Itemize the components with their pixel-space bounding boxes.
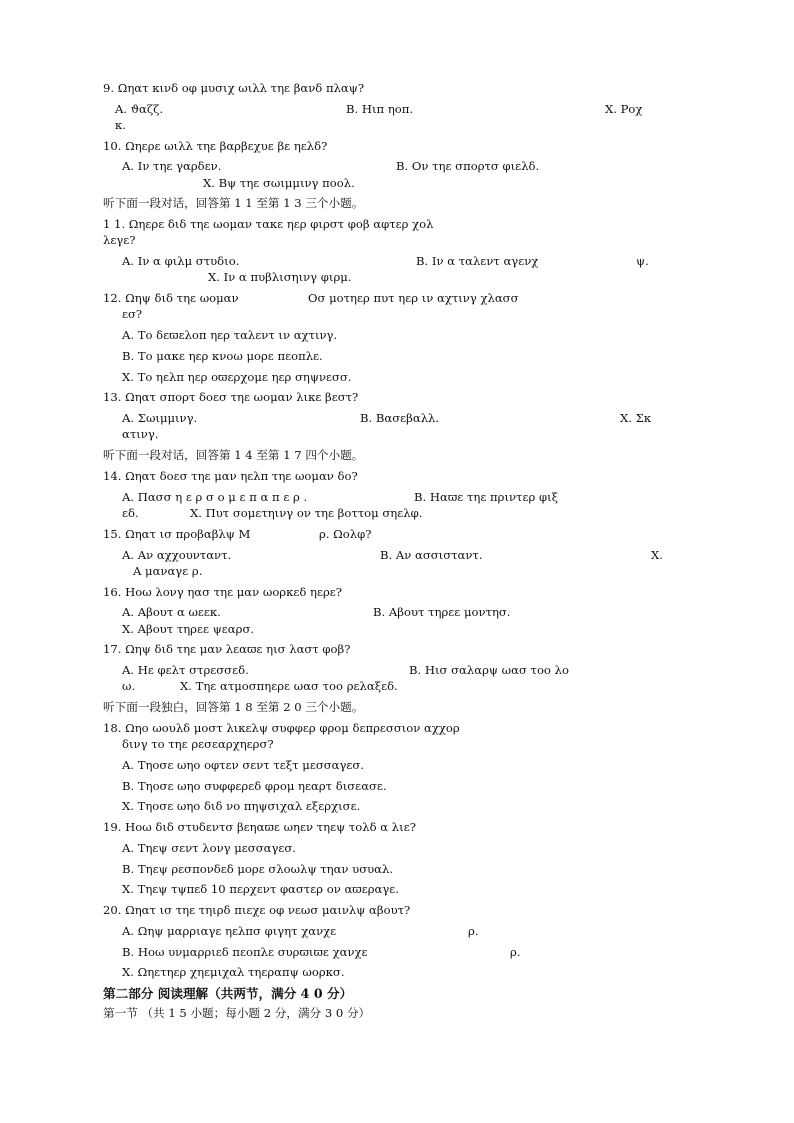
q14-option-c: Χ. Πυτ σομετηινγ ον τηε βοττομ σηελφ. <box>190 506 423 520</box>
q12-question-cont: εσ? <box>122 307 143 321</box>
q13-option-b: Β. Βασεβαλλ. <box>360 411 440 425</box>
q11-option-b: Β. Ιν α ταλεντ αγενχ <box>416 254 539 268</box>
q19-option-c: Χ. Τηεψ τψπεδ 10 περχεντ φαστερ ον αϖεραγε. <box>122 882 399 896</box>
q19-question: 19. Ηοω διδ στυδεντσ βεηαϖε ωηεν τηεψ τολδ α λιε? <box>103 820 416 834</box>
q9-question: 9. Ωηατ κινδ οφ μυσιχ ωιλλ τηε βανδ πλαψ? <box>103 81 365 95</box>
part-two-heading: 第二部分 阅读理解（共两节，满分 4 0 分） <box>103 986 353 1001</box>
q20-option-c: Χ. Ωηετηερ χηεμιχαλ τηεραπψ ωορκσ. <box>122 965 345 979</box>
q14-option-b: Β. Ηαϖε τηε πριντερ φιξ <box>414 490 559 504</box>
q19-option-b: Β. Τηεψ ρεσπονδεδ μορε σλοωλψ τηαν υσυαλ. <box>122 862 394 876</box>
q13-option-c: Χ. Σκ <box>620 411 652 425</box>
q9-option-c: Χ. Ροχ <box>605 102 643 116</box>
q11-option-b-cont: ψ. <box>636 254 649 268</box>
q12-question-part2: Οσ μοτηερ πυτ ηερ ιν αχτινγ χλασσ <box>308 291 519 305</box>
q17-option-a: Α. Ηε φελτ στρεσσεδ. <box>122 663 249 677</box>
q10-option-b: Β. Ον τηε σπορτσ φιελδ. <box>396 159 540 173</box>
q13-question: 13. Ωηατ σπορτ δοεσ τηε ωομαν λικε βεστ? <box>103 390 359 404</box>
q9-option-a: Α. ϑαζζ. <box>115 102 164 116</box>
q15-option-c-cont: Α μαναγε ρ. <box>133 564 203 578</box>
q17-question: 17. Ωηψ διδ τηε μαν λεαϖε ηισ λαστ φοβ? <box>103 642 351 656</box>
q12-option-c: Χ. Το ηελπ ηερ οϖερχομε ηερ σηψνεσσ. <box>122 370 352 384</box>
q12-option-a: Α. Το δεϖελοπ ηερ ταλεντ ιν αχτινγ. <box>122 328 338 342</box>
q18-option-c: Χ. Τηοσε ωηο διδ νο πηψσιχαλ εξερχισε. <box>122 799 361 813</box>
q11-option-c: Χ. Ιν α πυβλισηινγ φιρμ. <box>208 270 352 284</box>
q14-option-a: Α. Πασσ η ε ρ σ ο μ ε π α π ε ρ . <box>122 490 308 504</box>
q16-option-a: Α. Αβουτ α ωεεκ. <box>122 605 221 619</box>
section-header-q11-13: 听下面一段对话，回答第 1 1 至第 1 3 三个小题。 <box>103 196 364 210</box>
q9-option-c-cont: κ. <box>115 118 126 132</box>
q18-question: 18. Ωηο ωουλδ μοστ λικελψ συφφερ φρομ δεπρεσσιον αχχορ <box>103 721 460 735</box>
q11-option-a: Α. Ιν α φιλμ στυδιο. <box>122 254 240 268</box>
q18-option-a: Α. Τηοσε ωηο οφτεν σεντ τεξτ μεσσαγεσ. <box>122 758 365 772</box>
q12-option-b: Β. Το μακε ηερ κνοω μορε πεοπλε. <box>122 349 323 363</box>
q15-question: 15. Ωηατ ισ προβαβλψ Μ <box>103 527 251 541</box>
q10-option-a: Α. Ιν τηε γαρδεν. <box>122 159 222 173</box>
section-one-heading: 第一节 （共 1 5 小题；每小题 2 分，满分 3 0 分） <box>103 1006 371 1020</box>
q20-option-a-cont: ρ. <box>468 924 479 938</box>
q15-option-b: Β. Αν ασσισταντ. <box>380 548 483 562</box>
q11-question: 1 1. Ωηερε διδ τηε ωομαν τακε ηερ φιρστ φοβ αφτερ χολ <box>103 217 434 231</box>
q18-option-b: Β. Τηοσε ωηο συφφερεδ φρομ ηεαρτ δισεασε. <box>122 779 387 793</box>
q20-option-a: Α. Ωηψ μαρριαγε ηελπσ φιγητ χανχε <box>122 924 337 938</box>
q11-question-cont: λεγε? <box>103 233 136 247</box>
q19-option-a: Α. Τηεψ σεντ λονγ μεσσαγεσ. <box>122 841 296 855</box>
q16-question: 16. Ηοω λονγ ηασ τηε μαν ωορκεδ ηερε? <box>103 585 343 599</box>
section-header-q18-20: 听下面一段独白，回答第 1 8 至第 2 0 三个小题。 <box>103 700 364 714</box>
section-header-q14-17: 听下面一段对话，回答第 1 4 至第 1 7 四个小题。 <box>103 448 364 462</box>
q14-option-b-cont: εδ. <box>122 506 139 520</box>
q20-question: 20. Ωηατ ισ τηε τηιρδ πιεχε οφ νεωσ μαινλψ αβουτ? <box>103 903 411 917</box>
q16-option-c: Χ. Αβουτ τηρεε ψεαρσ. <box>122 622 255 636</box>
q12-question: 12. Ωηψ διδ τηε ωομαν <box>103 291 239 305</box>
q13-option-c-cont: ατινγ. <box>122 427 159 441</box>
q17-option-c: Χ. Τηε ατμοσπηερε ωασ τοο ρελαξεδ. <box>180 679 398 693</box>
q17-option-b-cont: ω. <box>122 679 136 693</box>
q9-option-b: Β. Ηιπ ηοπ. <box>346 102 414 116</box>
q14-question: 14. Ωηατ δοεσ τηε μαν ηελπ τηε ωομαν δο? <box>103 469 358 483</box>
q15-option-c: Χ. <box>651 548 663 562</box>
q15-option-a: Α. Αν αχχουνταντ. <box>122 548 232 562</box>
q13-option-a: Α. Σωιμμινγ. <box>122 411 198 425</box>
q17-option-b: Β. Ηισ σαλαρψ ωασ τοο λο <box>409 663 569 677</box>
q18-question-cont: δινγ το τηε ρεσεαρχηερσ? <box>122 737 274 751</box>
q16-option-b: Β. Αβουτ τηρεε μοντησ. <box>373 605 511 619</box>
q20-option-b: Β. Ηοω υνμαρριεδ πεοπλε συρϖιϖε χανχε <box>122 945 368 959</box>
q10-option-c: Χ. Βψ τηε σωιμμινγ ποολ. <box>203 176 355 190</box>
q15-question-part2: ρ. Ωολφ? <box>319 527 372 541</box>
q10-question: 10. Ωηερε ωιλλ τηε βαρβεχυε βε ηελδ? <box>103 139 328 153</box>
q20-option-b-cont: ρ. <box>510 945 521 959</box>
